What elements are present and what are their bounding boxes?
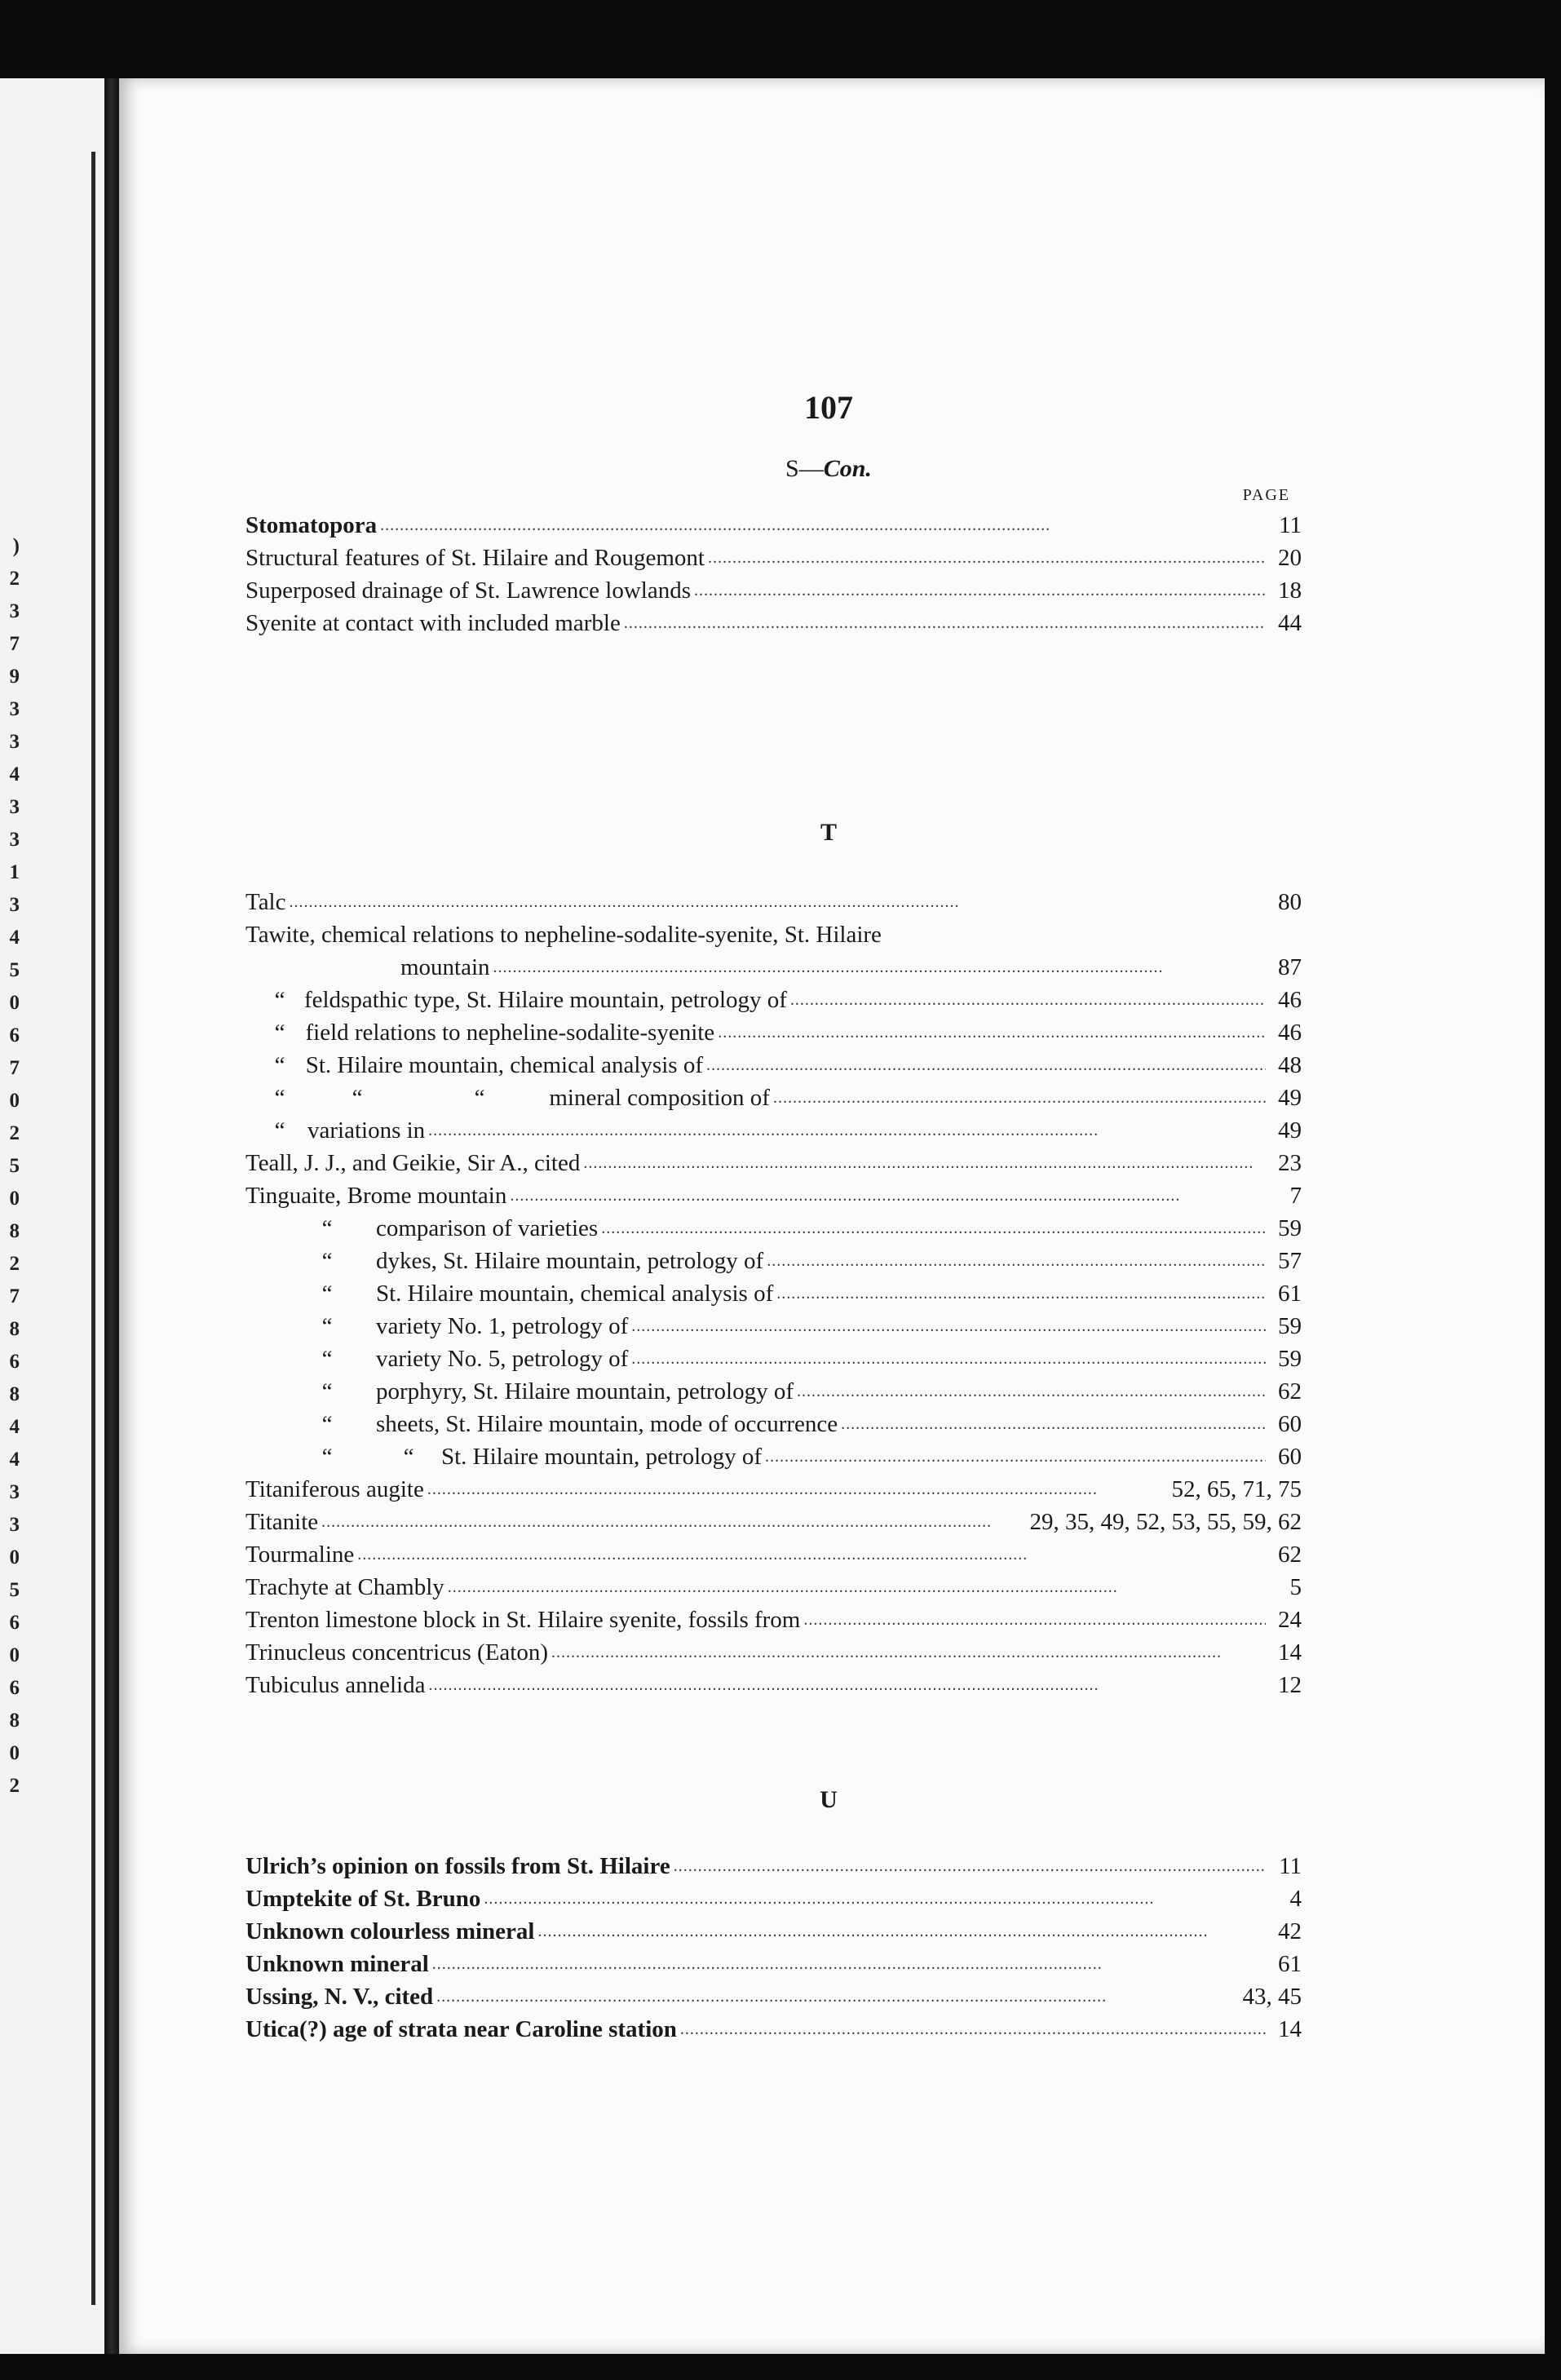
index-entry [245, 542, 1302, 574]
dot-leader [624, 604, 1266, 639]
facing-page-digit: 3 [9, 600, 20, 622]
dot-leader [674, 1847, 1266, 1882]
entry-text: Utica(?) age of strata near Caroline station [245, 2016, 677, 2042]
entry-page: 14 [1278, 1639, 1302, 1666]
entry-page: 49 [1278, 1117, 1302, 1144]
facing-page-digit: 1 [9, 861, 20, 883]
entry-text: Stomatopora [245, 512, 378, 538]
index-entry [245, 1538, 1302, 1571]
facing-page-digit: 6 [9, 1612, 20, 1634]
ditto-mark: “ [274, 1085, 285, 1111]
entry-text: Superposed drainage of St. Lawrence lowlands [245, 577, 692, 604]
entry-page: 29, 35, 49, 52, 53, 55, 59, 62 [1029, 1509, 1302, 1535]
entry-text: comparison of varieties [376, 1215, 599, 1241]
ditto-mark: “ [274, 1052, 285, 1078]
entry-text: porphyry, St. Hilaire mountain, petrology of [376, 1378, 794, 1405]
entry-text: Trinucleus concentricus (Eaton) [245, 1639, 548, 1666]
ditto-mark: “ [352, 1085, 363, 1111]
entry-page: 23 [1278, 1150, 1302, 1176]
index-page [119, 78, 1545, 2354]
facing-page-digit: 3 [9, 894, 20, 916]
entry-text: Titaniferous augite [245, 1476, 424, 1502]
entry-text: Trachyte at Chambly [245, 1574, 444, 1600]
index-entry [245, 1343, 1302, 1375]
ditto-mark: “ [321, 1444, 333, 1470]
entry-text: mountain [400, 954, 490, 980]
index-entry [245, 1473, 1302, 1506]
facing-page-digit: 0 [9, 1742, 20, 1764]
facing-page-digit: 0 [9, 1090, 20, 1112]
entry-text: Tourmaline [245, 1542, 355, 1568]
index-entry [245, 1571, 1302, 1604]
entry-page: 42 [1278, 1918, 1302, 1944]
index-entry [245, 1310, 1302, 1343]
dot-leader [773, 1079, 1266, 1114]
entry-text: Structural features of St. Hilaire and Rougemont [245, 545, 705, 571]
index-entry [245, 1506, 1302, 1538]
entry-text: Talc [245, 889, 286, 915]
facing-page-digit: 7 [9, 1285, 20, 1307]
ditto-mark: “ [321, 1313, 333, 1339]
section-heading-u: U [820, 1786, 838, 1813]
entry-page: 43, 45 [1242, 1984, 1302, 2010]
entry-text: Tinguaite, Brome mountain [245, 1183, 507, 1209]
dot-leader [537, 1913, 1266, 1948]
entry-text: Unknown mineral [245, 1951, 429, 1977]
index-entry [245, 1636, 1302, 1669]
entry-text: St. Hilaire mountain, petrology of [441, 1444, 763, 1470]
entry-text: variety No. 1, petrology of [376, 1313, 629, 1339]
entry-page: 14 [1278, 2016, 1302, 2042]
facing-page-digit: 3 [9, 796, 20, 818]
index-entry [245, 1147, 1302, 1179]
facing-page-digit: 4 [9, 1449, 20, 1471]
section-heading-s-suffix: Con. [823, 455, 872, 482]
dot-leader [708, 539, 1266, 574]
section-heading-s-prefix: S— [785, 455, 824, 482]
dot-leader [321, 1503, 1026, 1538]
entry-text: field relations to nepheline-sodalite-syenite [305, 1020, 715, 1046]
dot-leader [680, 2011, 1266, 2046]
entry-text: St. Hilaire mountain, chemical analysis of [305, 1052, 703, 1078]
dot-leader [428, 1666, 1266, 1701]
index-entry [245, 1604, 1302, 1636]
facing-page-digit: 4 [9, 1416, 20, 1438]
dot-leader [493, 949, 1266, 984]
entry-text: St. Hilaire mountain, chemical analysis of [376, 1281, 774, 1307]
entry-page: 59 [1278, 1346, 1302, 1372]
page-number: 107 [804, 389, 853, 426]
facing-page-edge [0, 78, 104, 2354]
facing-page-digit: 6 [9, 1351, 20, 1373]
index-entry [245, 1016, 1302, 1049]
entry-page: 7 [1289, 1183, 1302, 1209]
dot-leader [551, 1634, 1266, 1669]
entry-page: 11 [1279, 1853, 1302, 1879]
facing-page-digit: 2 [9, 1253, 20, 1275]
index-entry [245, 574, 1302, 607]
dot-leader [357, 1536, 1266, 1571]
entry-page: 61 [1278, 1951, 1302, 1977]
facing-page-digit: 0 [9, 1644, 20, 1666]
dot-leader [797, 1373, 1266, 1408]
entry-page: 49 [1278, 1085, 1302, 1111]
facing-page-digit: 6 [9, 1677, 20, 1699]
dot-leader [428, 1112, 1266, 1147]
ditto-mark: “ [321, 1281, 333, 1307]
facing-page-digit: 5 [9, 959, 20, 981]
index-entry [245, 607, 1302, 639]
section-heading-t: T [820, 819, 837, 846]
dot-leader [631, 1340, 1266, 1375]
entry-text: Ussing, N. V., cited [245, 1984, 434, 2010]
entry-page: 24 [1278, 1607, 1302, 1633]
dot-leader [432, 1945, 1266, 1980]
facing-page-digit: 3 [9, 698, 20, 720]
index-entry [245, 1212, 1302, 1245]
facing-page-digit: 4 [9, 763, 20, 785]
entry-page: 87 [1278, 954, 1302, 980]
entry-text: variations in [307, 1117, 426, 1144]
index-entry [245, 1375, 1302, 1408]
section-t-entries [245, 886, 1302, 1701]
dot-leader [841, 1405, 1266, 1440]
entry-page: 62 [1278, 1378, 1302, 1405]
ditto-mark: “ [403, 1444, 414, 1470]
index-entry [245, 886, 1302, 918]
entry-page: 5 [1289, 1574, 1302, 1600]
entry-page: 60 [1278, 1411, 1302, 1437]
facing-page-digit: 8 [9, 1383, 20, 1405]
ditto-mark: “ [321, 1411, 333, 1437]
entry-text: Syenite at contact with included marble [245, 610, 621, 636]
entry-text: Ulrich’s opinion on fossils from St. Hilaire [245, 1853, 670, 1879]
index-entry [245, 2013, 1302, 2046]
entry-page: 59 [1278, 1215, 1302, 1241]
book-spine [104, 78, 119, 2354]
facing-page-digit: 7 [9, 1057, 20, 1079]
entry-text: feldspathic type, St. Hilaire mountain, petrology of [303, 987, 787, 1013]
facing-page-digit: 8 [9, 1220, 20, 1242]
dot-leader [776, 1275, 1266, 1310]
entry-text: Unknown colourless mineral [245, 1918, 535, 1944]
index-entry [245, 1882, 1302, 1915]
facing-page-digit: 7 [9, 633, 20, 655]
ditto-mark: “ [321, 1248, 333, 1274]
facing-page-digit: 3 [9, 731, 20, 753]
entry-text: mineral composition of [549, 1085, 770, 1111]
entry-page: 46 [1278, 1020, 1302, 1046]
facing-page-digit: 0 [9, 992, 20, 1014]
entry-page: 46 [1278, 987, 1302, 1013]
ditto-mark: “ [274, 987, 285, 1013]
facing-page-digit: 4 [9, 927, 20, 949]
index-entry [245, 1277, 1302, 1310]
facing-page-digit: 3 [9, 829, 20, 851]
entry-page: 59 [1278, 1313, 1302, 1339]
entry-page: 57 [1278, 1248, 1302, 1274]
dot-leader [484, 1880, 1266, 1915]
dot-leader [706, 1046, 1266, 1082]
index-entry [245, 1669, 1302, 1701]
dot-leader [290, 883, 1267, 918]
facing-page-rule [91, 152, 95, 2305]
facing-page-digit: 0 [9, 1188, 20, 1210]
section-s-entries [245, 509, 1302, 639]
dot-leader [803, 1601, 1266, 1636]
entry-page: 52, 65, 71, 75 [1171, 1476, 1302, 1502]
ditto-mark: “ [321, 1346, 333, 1372]
index-entry [245, 1114, 1302, 1147]
section-heading-s-continued [625, 455, 1033, 483]
entry-page: 4 [1289, 1886, 1302, 1912]
entry-page: 11 [1279, 512, 1302, 538]
index-entry [245, 1049, 1302, 1082]
facing-page-digit: 5 [9, 1155, 20, 1177]
facing-page-digit: 9 [9, 666, 20, 688]
entry-text: Tawite, chemical relations to nepheline-sodalite-syenite, St. Hilaire [245, 922, 882, 948]
index-entry [245, 951, 1302, 984]
dot-leader [718, 1014, 1266, 1049]
entry-text: Umptekite of St. Bruno [245, 1886, 481, 1912]
facing-page-digit: 6 [9, 1024, 20, 1046]
entry-page: 44 [1278, 610, 1302, 636]
facing-page-digit: 2 [9, 568, 20, 590]
entry-text: Titanite [245, 1509, 319, 1535]
index-entry [245, 1915, 1302, 1948]
facing-page-digit: 8 [9, 1710, 20, 1732]
dot-leader [790, 981, 1266, 1016]
page-column-label: PAGE [1242, 486, 1290, 504]
dot-leader [427, 1471, 1169, 1506]
entry-page: 61 [1278, 1281, 1302, 1307]
dot-leader [767, 1242, 1266, 1277]
index-entry [245, 918, 1302, 951]
entry-text: sheets, St. Hilaire mountain, mode of occurrence [376, 1411, 838, 1437]
dot-leader [510, 1177, 1266, 1212]
facing-page-digit: 3 [9, 1481, 20, 1503]
ditto-mark: “ [274, 1117, 285, 1144]
index-entry [245, 1408, 1302, 1440]
entry-page: 60 [1278, 1444, 1302, 1470]
ditto-mark: “ [321, 1215, 333, 1241]
facing-page-digit: 2 [9, 1775, 20, 1797]
index-entry [245, 1850, 1302, 1882]
entry-text: Trenton limestone block in St. Hilaire syenite, fossils from [245, 1607, 801, 1633]
dot-leader [601, 1210, 1266, 1245]
facing-page-digit: 2 [9, 1122, 20, 1144]
entry-text: Teall, J. J., and Geikie, Sir A., cited [245, 1150, 581, 1176]
dot-leader [448, 1568, 1266, 1604]
ditto-mark: “ [274, 1020, 285, 1046]
dot-leader [694, 572, 1266, 607]
entry-text: dykes, St. Hilaire mountain, petrology of [376, 1248, 764, 1274]
entry-page: 20 [1278, 545, 1302, 571]
entry-page: 62 [1278, 1542, 1302, 1568]
ditto-mark: “ [321, 1378, 333, 1405]
index-entry [245, 1179, 1302, 1212]
dot-leader [380, 507, 1266, 542]
facing-page-digit: 8 [9, 1318, 20, 1340]
facing-page-digit: 0 [9, 1546, 20, 1568]
entry-page: 18 [1278, 577, 1302, 604]
index-entry [245, 1948, 1302, 1980]
section-u-entries [245, 1850, 1302, 2046]
facing-page-digit: 3 [9, 1514, 20, 1536]
index-entry [245, 984, 1302, 1016]
index-entry [245, 1245, 1302, 1277]
index-entry [245, 1082, 1302, 1114]
entry-page: 80 [1278, 889, 1302, 915]
entry-page: 48 [1278, 1052, 1302, 1078]
facing-page-digit: ) [12, 535, 20, 557]
entry-page: 12 [1278, 1672, 1302, 1698]
entry-text: variety No. 5, petrology of [376, 1346, 629, 1372]
index-entry [245, 509, 1302, 542]
dot-leader [765, 1438, 1266, 1473]
ditto-mark: “ [474, 1085, 485, 1111]
facing-page-digit: 5 [9, 1579, 20, 1601]
index-entry [245, 1440, 1302, 1473]
index-entry [245, 1980, 1302, 2013]
dot-leader [436, 1978, 1239, 2013]
dot-leader [583, 1144, 1266, 1179]
entry-text: Tubiculus annelida [245, 1672, 426, 1698]
dot-leader [631, 1307, 1266, 1343]
